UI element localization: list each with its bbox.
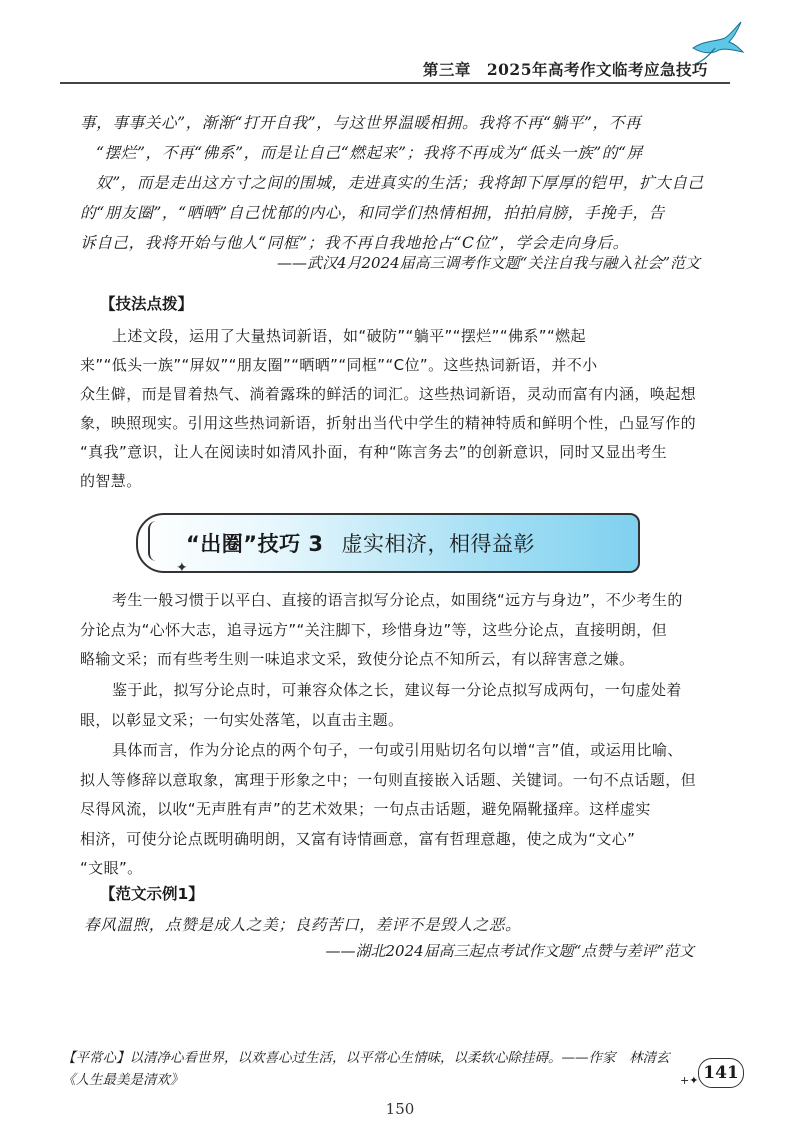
body-line: “文眼”。	[80, 859, 143, 877]
body-line: 考生一般习惯于以平白、直接的语言拟写分论点，如围绕“远方与身边”，不少考生的	[112, 591, 683, 609]
excerpt-line: 奴”，而是走出这方寸之间的围城，走进真实的生活；我将卸下厚厚的铠甲，扩大自己	[96, 174, 704, 192]
banner-subtitle: 虚实相济，相得益彰	[341, 532, 536, 556]
excerpt-line: “摆烂”，不再“佛系”，而是让自己“燃起来”；我将不再成为“低头一族”的“屏	[96, 144, 643, 162]
tips-paragraph	[80, 322, 726, 496]
excerpt-line: 事，事事关心”，渐渐“打开自我”，与这世界温暖相拥。我将不再“躺平”，不再	[80, 114, 642, 132]
body-line: 具体而言，作为分论点的两个句子，一句或引用贴切名句以增“言”值，或运用比喻、	[112, 741, 683, 759]
example-text: 春风温煦，点赞是成人之美；良药苦口，差评不是毁人之恶。	[84, 916, 522, 934]
page-badge: 141	[698, 1058, 744, 1088]
tips-label: 【技法点拨】	[100, 295, 194, 313]
body-line: 鉴于此，拟写分论点时，可兼容众体之长，建议每一分论点拟写成两句，一句虚处着	[112, 681, 682, 699]
tips-line: “真我”意识，让人在阅读时如清风扑面，有种“陈言务去”的创新意识，同时又显出考生	[80, 443, 668, 461]
excerpt-line: 的“朋友圈”，“晒晒”自己忧郁的内心，和同学们热情相拥，拍拍肩膀，手挽手，告	[80, 204, 665, 222]
banner-title: “出圈”技巧 3	[186, 532, 324, 556]
footer-quote	[62, 1047, 682, 1091]
excerpt-source: ——武汉4月2024届高三调考作文题“关注自我与融入社会”范文	[276, 254, 700, 272]
tips-line: 上述文段，运用了大量热词新语，如“破防”“躺平”“摆烂”“佛系”“燃起	[112, 327, 586, 345]
chapter-title: 第三章 2025年高考作文临考应急技巧	[422, 60, 708, 79]
tips-line: 来”“低头一族”“屏奴”“朋友圈”“晒晒”“同框”“C位”。这些热词新语，并不小	[80, 356, 598, 374]
section-banner	[136, 513, 640, 573]
sparkle-icon: +✦	[680, 1074, 699, 1087]
body-paragraph-1	[80, 586, 726, 675]
body-line: 略输文采；而有些考生则一味追求文采，致使分论点不知所云，有以辞害意之嫌。	[80, 650, 635, 668]
body-line: 相济，可使分论点既明确明朗，又富有诗情画意，富有哲理意趣，使之成为“文心”	[80, 829, 636, 848]
excerpt-line: 诉自己，我将开始与他人“同框”；我不再自我地抢占“C位”，学会走向身后。	[80, 234, 629, 252]
body-line: 眼，以彰显文采；一句实处落笔，以直击主题。	[80, 710, 404, 729]
footer-quote-line: 《人生最美是清欢》	[62, 1072, 184, 1088]
tips-line: 的智慧。	[80, 472, 142, 490]
example-source: ——湖北2024届高三起点考试作文题“点赞与差评”范文	[325, 942, 694, 960]
body-line: 尽得风流，以收“无声胜有声”的艺术效果；一句点击话题，避免隔靴搔痒。这样虚实	[80, 800, 651, 818]
body-paragraph-2	[80, 676, 726, 735]
example-label: 【范文示例1】	[100, 885, 204, 903]
sparkle-icon: ✦	[176, 560, 188, 576]
body-line: 分论点为“心怀大志，追寻远方”“关注脚下，珍惜身边”等，这些分论点，直接明朗，但	[80, 620, 668, 639]
tips-line: 众生僻，而是冒着热气、淌着露珠的鲜活的词汇。这些热词新语，灵动而富有内涵，唤起想	[80, 385, 697, 403]
body-line: 拟人等修辞以意取象，寓理于形象之中；一句则直接嵌入话题、关键词。一句不点话题，但	[80, 770, 697, 789]
footer-quote-line: 【平常心】以清净心看世界，以欢喜心过生活，以平常心生情味，以柔软心除挂碍。——作家 林清玄	[62, 1050, 670, 1066]
page-number: 150	[385, 1100, 415, 1118]
header-divider	[60, 82, 730, 84]
page-header	[0, 0, 800, 82]
body-paragraph-3	[80, 736, 726, 884]
tips-line: 象，映照现实。引用这些热词新语，折射出当代中学生的精神特质和鲜明个性，凸显写作的	[80, 414, 697, 432]
excerpt-paragraph	[80, 108, 726, 258]
